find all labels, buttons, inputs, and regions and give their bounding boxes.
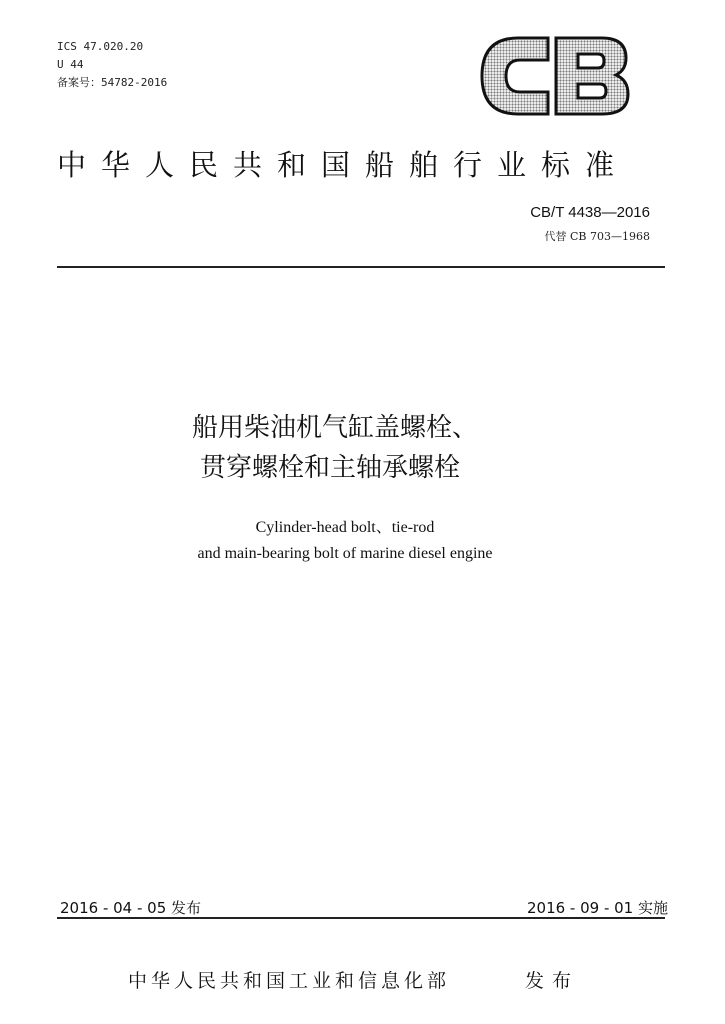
english-title-line-1: Cylinder-head bolt、tie-rod — [255, 519, 435, 536]
header-divider — [57, 266, 665, 268]
english-title-line-2: and main-bearing bolt of marine diesel engine — [197, 545, 493, 562]
ics-code: ICS 47.020.20 — [57, 40, 144, 53]
record-number: 备案号：54782-2016 — [57, 76, 168, 89]
implement-date: 2016 - 09 - 01 实施 — [526, 899, 668, 917]
replaces-note: 代替 CB 703—1968 — [544, 230, 650, 243]
ccs-code: U 44 — [57, 58, 84, 71]
publish-date: 2016 - 04 - 05 发布 — [60, 899, 202, 917]
chinese-title — [0, 408, 660, 488]
issue-label: 发布 — [525, 970, 580, 992]
footer-divider — [57, 917, 665, 919]
standard-code: CB/T 4438—2016 — [530, 204, 650, 221]
metadata-block — [57, 38, 167, 92]
logo-letter-c — [482, 38, 548, 114]
cb-logo — [478, 34, 630, 118]
chinese-title-line-1: 船用柴油机气缸盖螺栓、 — [191, 413, 478, 443]
english-title — [0, 515, 690, 567]
standard-category: 中华人民共和国船舶行业标准 — [57, 148, 630, 182]
chinese-title-line-2: 贯穿螺栓和主轴承螺栓 — [199, 453, 460, 483]
logo-letter-b — [556, 38, 628, 114]
issuing-authority: 中华人民共和国工业和信息化部 — [128, 970, 451, 992]
